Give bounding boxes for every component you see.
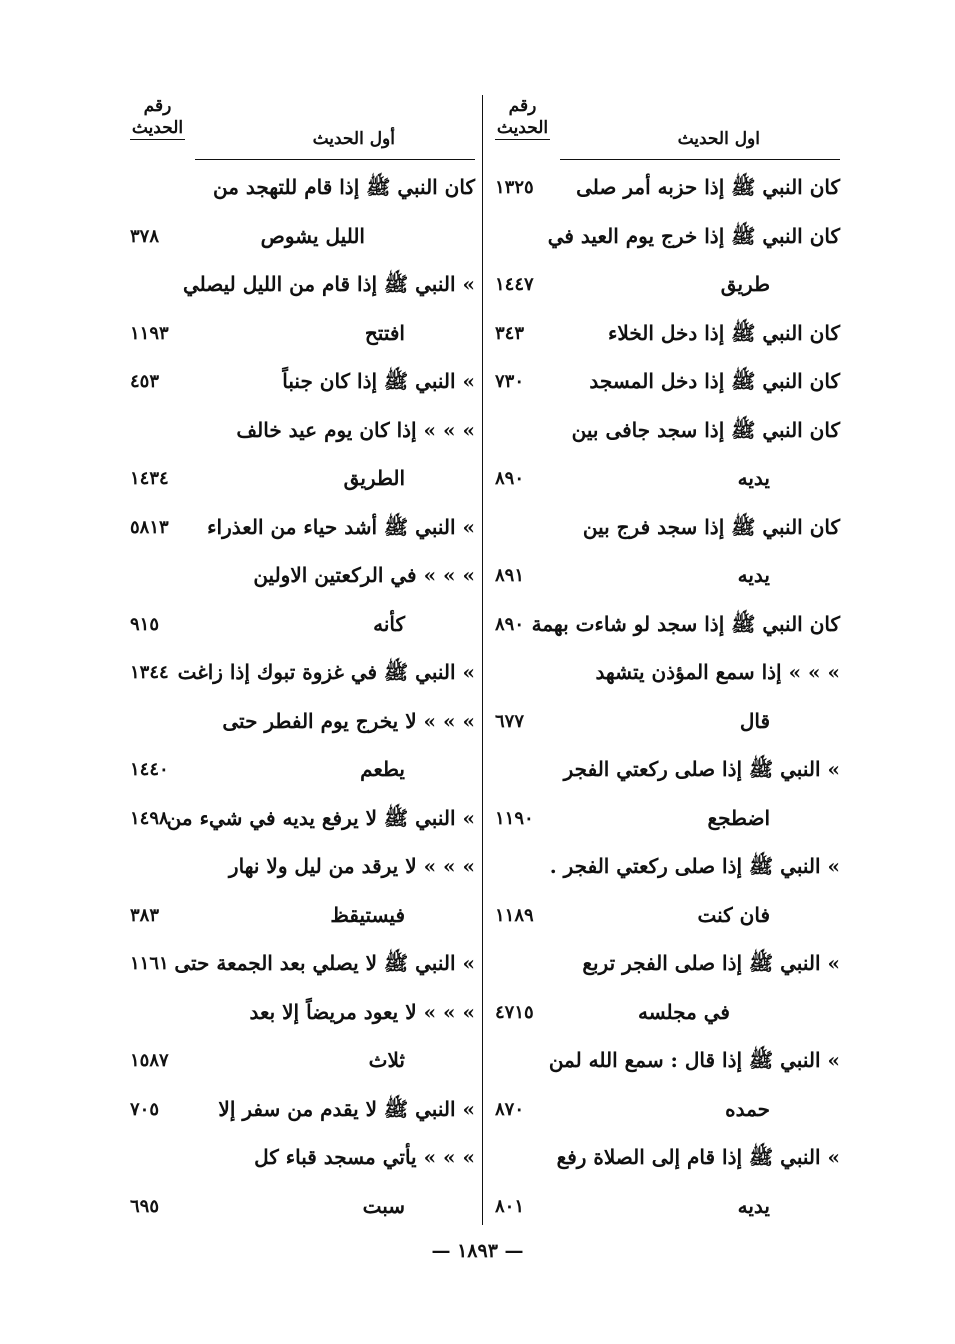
index-entry bbox=[495, 747, 840, 796]
index-entry bbox=[130, 747, 475, 796]
index-entry bbox=[495, 214, 840, 263]
hadith-opening-text: في مجلسه bbox=[637, 999, 730, 1024]
hadith-opening-text: كان النبي ﷺ إذا حزبه أمر صلى bbox=[576, 175, 840, 199]
index-entry bbox=[130, 650, 475, 699]
hadith-number: ٦٧٧ bbox=[495, 710, 525, 732]
hadith-opening-text: طريق bbox=[720, 272, 770, 296]
right-column-header bbox=[495, 95, 840, 165]
index-entry bbox=[495, 893, 840, 942]
hadith-opening-text: يديه bbox=[737, 1193, 770, 1218]
index-entry bbox=[495, 359, 840, 408]
hadith-number: ٤٥٣ bbox=[130, 371, 160, 392]
hadith-opening-text: فيستيقظ bbox=[330, 902, 405, 927]
index-entry bbox=[130, 1038, 475, 1087]
right-entries bbox=[495, 165, 840, 1232]
index-entry bbox=[495, 650, 840, 699]
raqm-label: رقم bbox=[508, 96, 537, 116]
hadith-opening-text: » » » في الركعتين الاولين bbox=[253, 563, 475, 587]
hadith-number: ١٤٣٤ bbox=[130, 468, 169, 489]
hadith-number: ١٣٤٤ bbox=[130, 662, 169, 683]
hadith-number: ٤٧١٥ bbox=[495, 1001, 534, 1023]
hadith-opening-text: سبت bbox=[362, 1193, 405, 1218]
hadith-number: ٣٨٣ bbox=[130, 904, 160, 926]
hadith-opening-text: » النبي ﷺ إذا قام إلى الصلاة رفع bbox=[556, 1145, 840, 1169]
hadith-opening-text: كان النبي ﷺ إذا دخل المسجد bbox=[589, 369, 840, 393]
index-entry bbox=[495, 1038, 840, 1087]
hadith-opening-text: يطعم bbox=[360, 757, 405, 781]
hadith-opening-text: » النبي ﷺ لا يصلي بعد الجمعة حتى bbox=[174, 951, 475, 975]
index-entry bbox=[495, 408, 840, 457]
hadith-opening-text: فان كنت bbox=[697, 902, 770, 927]
hadith-number: ٧٠٥ bbox=[130, 1098, 160, 1120]
hadith-opening-text: » النبي ﷺ في غزوة تبوك إذا زاغت bbox=[177, 660, 475, 684]
index-entry bbox=[130, 359, 475, 408]
column-divider bbox=[482, 95, 483, 1225]
hadith-opening-text: قال bbox=[739, 708, 770, 733]
index-entry bbox=[130, 553, 475, 602]
hadith-opening-text: » النبي ﷺ إذا صلى الفجر تربع bbox=[582, 951, 840, 975]
index-entry bbox=[130, 456, 475, 505]
hadith-opening-text: اضطجع bbox=[707, 805, 770, 830]
index-entry bbox=[495, 456, 840, 505]
hadith-number: ٨٩٠ bbox=[495, 468, 525, 489]
index-entry bbox=[130, 941, 475, 990]
index-entry bbox=[495, 1135, 840, 1184]
index-entry bbox=[495, 796, 840, 845]
index-entry bbox=[130, 699, 475, 748]
index-entry bbox=[130, 214, 475, 263]
index-entry bbox=[130, 1087, 475, 1136]
hadith-beginning-heading: أول الحديث bbox=[312, 129, 395, 149]
hadith-opening-text: كان النبي ﷺ إذا خرج يوم العيد في bbox=[547, 223, 840, 248]
hadith-opening-text: كان النبي ﷺ إذا دخل الخلاء bbox=[607, 320, 840, 345]
index-entry bbox=[495, 1184, 840, 1233]
index-entry bbox=[495, 262, 840, 311]
hadith-number: ٣٧٨ bbox=[130, 225, 160, 247]
header-rule bbox=[560, 159, 840, 160]
header-rule bbox=[195, 159, 475, 160]
hadith-number-heading bbox=[130, 95, 185, 140]
hadith-number: ١٣٢٥ bbox=[495, 177, 534, 198]
hadith-number: ٨٧٠ bbox=[495, 1098, 525, 1120]
hadith-number: ١١٦١ bbox=[130, 953, 169, 974]
index-entry bbox=[130, 602, 475, 651]
hadith-number: ٧٣٠ bbox=[495, 371, 525, 392]
hadith-number: ١١٩٠ bbox=[495, 807, 534, 829]
hadith-label: الحديث bbox=[131, 118, 184, 138]
hadith-opening-text: » النبي ﷺ لا يقدم من سفر إلا bbox=[218, 1096, 475, 1121]
index-entry bbox=[495, 941, 840, 990]
hadith-number: ١٥٨٧ bbox=[130, 1050, 169, 1071]
hadith-opening-text: » النبي ﷺ أشد حياء من العذراء bbox=[207, 514, 475, 539]
hadith-opening-text: كأنه bbox=[373, 611, 405, 636]
hadith-opening-text: » النبي ﷺ إذا قام من الليل ليصلي bbox=[182, 272, 475, 296]
left-column bbox=[130, 95, 475, 1232]
index-entry bbox=[130, 1184, 475, 1233]
index-entry bbox=[130, 990, 475, 1039]
index-entry bbox=[495, 602, 840, 651]
index-entry bbox=[495, 505, 840, 554]
left-column-header bbox=[130, 95, 475, 165]
index-entry bbox=[495, 1087, 840, 1136]
hadith-opening-text: يديه bbox=[737, 466, 770, 490]
hadith-opening-text: » » » لا يرقد من ليل ولا نهار bbox=[228, 854, 475, 878]
hadith-opening-text: » » » إذا سمع المؤذن يتشهد bbox=[595, 660, 840, 684]
hadith-opening-text: كان النبي ﷺ إذا سجد جافى بين bbox=[571, 417, 840, 442]
hadith-opening-text: افتتح bbox=[364, 320, 405, 345]
hadith-number: ٩١٥ bbox=[130, 613, 160, 635]
hadith-opening-text: » النبي ﷺ إذا قال : سمع الله لمن bbox=[548, 1048, 840, 1072]
hadith-opening-text: كان النبي ﷺ إذا سجد لو شاءت بهمة bbox=[531, 611, 840, 636]
index-entry bbox=[130, 844, 475, 893]
hadith-opening-text: » النبي ﷺ إذا صلى ركعتي الفجر . bbox=[549, 854, 840, 878]
hadith-number-heading bbox=[495, 95, 550, 140]
index-entry bbox=[130, 408, 475, 457]
hadith-opening-text: كان النبي ﷺ إذا سجد فرج بين bbox=[582, 514, 840, 539]
hadith-number: ١١٩٣ bbox=[130, 322, 169, 344]
hadith-number: ٨٩١ bbox=[495, 565, 525, 586]
hadith-number: ١١٨٩ bbox=[495, 904, 534, 926]
hadith-opening-text: كان النبي ﷺ إذا قام للتهجد من bbox=[212, 175, 475, 199]
hadith-opening-text: » النبي ﷺ لا يرفع يديه في شيء من bbox=[166, 805, 475, 830]
index-entry bbox=[130, 893, 475, 942]
index-entry bbox=[130, 505, 475, 554]
hadith-opening-text: ثلاث bbox=[368, 1048, 405, 1072]
hadith-opening-text: حمده bbox=[725, 1096, 770, 1121]
left-entries bbox=[130, 165, 475, 1232]
hadith-number: ١٤٤٠ bbox=[130, 759, 169, 780]
hadith-number: ٥٨١٣ bbox=[130, 516, 169, 538]
hadith-number: ١٤٤٧ bbox=[495, 274, 534, 295]
index-entry bbox=[130, 311, 475, 360]
hadith-opening-text: » » » إذا كان يوم عيد خالف bbox=[236, 417, 475, 442]
right-column bbox=[495, 95, 840, 1232]
index-entry bbox=[495, 553, 840, 602]
hadith-opening-text: » النبي ﷺ إذا كان جنباً bbox=[282, 369, 475, 393]
hadith-label: الحديث bbox=[496, 118, 549, 138]
index-entry bbox=[495, 311, 840, 360]
hadith-beginning-heading: اول الحديث bbox=[677, 129, 760, 149]
hadith-number: ٨٩٠ bbox=[495, 613, 525, 635]
index-entry bbox=[130, 165, 475, 214]
index-entry bbox=[495, 165, 840, 214]
page-number: — ١٨٩٣ — bbox=[431, 1240, 524, 1262]
hadith-number: ٣٤٣ bbox=[495, 322, 525, 344]
index-entry bbox=[130, 1135, 475, 1184]
hadith-opening-text: يديه bbox=[737, 563, 770, 587]
hadith-number: ٦٩٥ bbox=[130, 1195, 160, 1217]
index-entry bbox=[130, 796, 475, 845]
index-entry bbox=[495, 990, 840, 1039]
hadith-opening-text: » » » لا يعود مريضاً إلا بعد bbox=[249, 999, 475, 1024]
hadith-opening-text: » النبي ﷺ إذا صلى ركعتي الفجر bbox=[563, 757, 840, 781]
hadith-opening-text: الليل يشوص bbox=[260, 223, 365, 248]
hadith-number: ٨٠١ bbox=[495, 1195, 525, 1217]
index-entry bbox=[495, 699, 840, 748]
hadith-number: ١٤٩٨ bbox=[130, 807, 169, 829]
hadith-opening-text: الطريق bbox=[343, 466, 405, 490]
hadith-opening-text: » » » لا يخرج يوم الفطر حتى bbox=[222, 708, 475, 733]
raqm-label: رقم bbox=[143, 96, 172, 116]
hadith-opening-text: » » » يأتي مسجد قباء كل bbox=[254, 1145, 475, 1169]
index-entry bbox=[130, 262, 475, 311]
index-entry bbox=[495, 844, 840, 893]
